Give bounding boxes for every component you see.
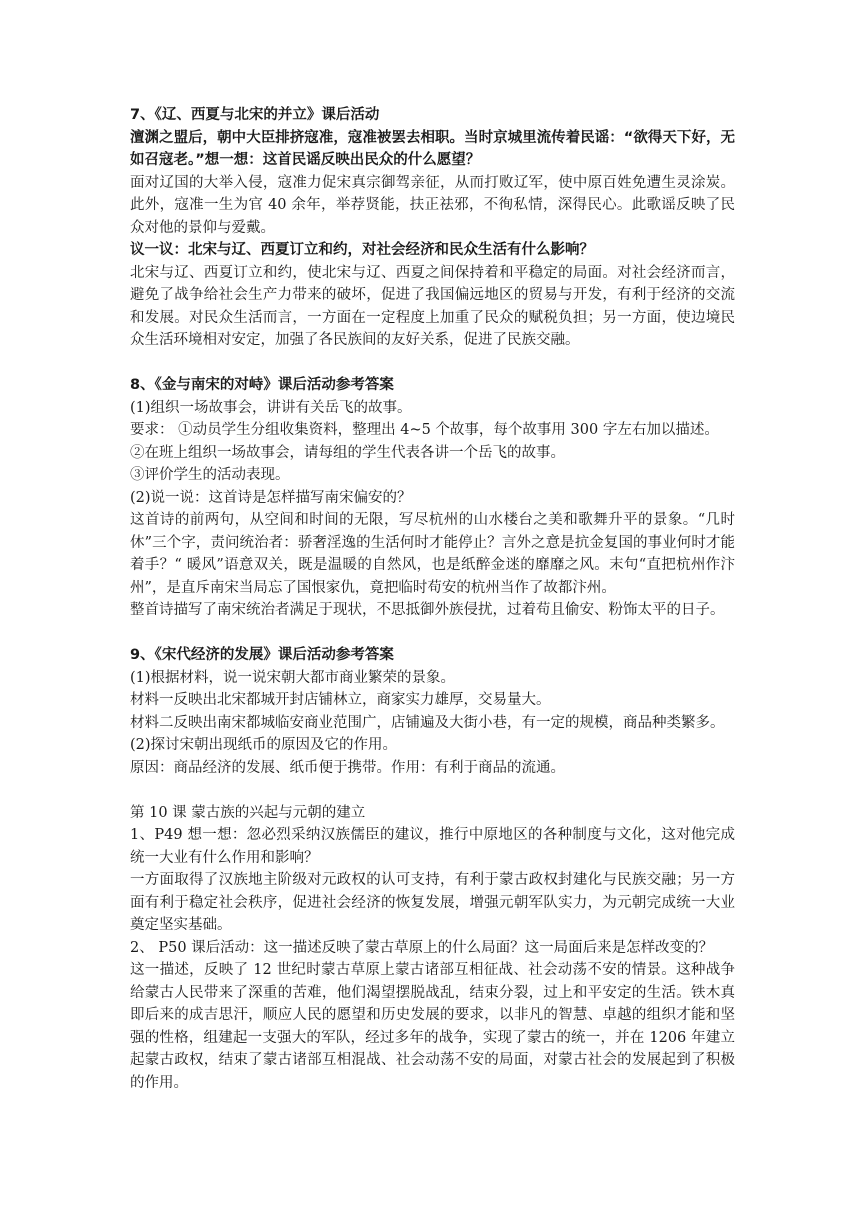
section-8-line-4: ③评价学生的活动表现。 (130, 467, 290, 483)
section-10-question-1: 1、P49 想一想：忽必烈采纳汉族儒臣的建议，推行中原地区的各种制度与文化，这对他完成统一大业有什么作用和影响？ (130, 827, 735, 866)
section-9-line-2: 材料一反映出北宋都城开封店铺林立，商家实力雄厚，交易量大。 (130, 692, 551, 708)
document-page (130, 104, 735, 1094)
section-10-title: 第 10 课 蒙古族的兴起与元朝的建立 (130, 804, 366, 821)
section-9-line-4: (2)探讨宋朝出现纸币的原因及它的作用。 (130, 737, 398, 753)
section-8-paragraph-2: 整首诗描写了南宋统治者满足于现状，不思抵御外族侵扰，过着苟且偷安、粉饰太平的日子。 (130, 602, 725, 618)
section-7-title: 7、《辽、西夏与北宋的并立》课后活动 (130, 107, 380, 123)
section-9-line-3: 材料二反映出南宋都城临安商业范围广，店铺遍及大街小巷，有一定的规模，商品种类繁多。 (130, 714, 725, 731)
section-8-line-2: 要求： ①动员学生分组收集资料，整理出 4~5 个故事，每个故事用 300 字左右加以描述。 (130, 422, 719, 438)
section-7-answer-1: 面对辽国的大举入侵，寇准力促宋真宗御驾亲征，从而打败辽军，使中原百姓免遭生灵涂炭。此外，寇准一生为官 40 余年，举荐贤能，扶正祛邪，不徇私情，深得民心。此歌谣反映了民众对他的景仰与爱戴。 (130, 174, 735, 236)
section-10-answer-1: 一方面取得了汉族地主阶级对元政权的认可支持，有利于蒙古政权封建化与民族交融；另一方面有利于稳定社会秩序，促进社会经济的恢复发展，增强元朝军队实力，为元朝完成统一大业奠定坚实基础。 (130, 872, 735, 933)
section-10-answer-2: 这一描述，反映了 12 世纪时蒙古草原上蒙古诸部互相征战、社会动荡不安的情景。这种战争给蒙古人民带来了深重的苦难，他们渴望摆脱战乱，结束分裂，过上和平安定的生活。铁木真即后来的成吉思汗，顺应人民的愿望和历史发展的要求，以非凡的智慧、卓越的组织才能和坚强的性格，组建起一支强大的军队，经过多年的战争，实现了蒙古的统一，并在 1206 年建立起蒙古政权，结束了蒙古诸部互相混战、社会动荡不安的局面，对蒙古社会的发展起到了积极的作用。 (130, 962, 735, 1091)
section-9-title: 9、《宋代经济的发展》课后活动参考答案 (130, 647, 394, 663)
section-8-line-1: (1)组织一场故事会，讲讲有关岳飞的故事。 (130, 399, 412, 416)
section-8-title: 8、《金与南宋的对峙》课后活动参考答案 (130, 377, 394, 393)
section-8-line-3: ②在班上组织一场故事会，请每组的学生代表各讲一个岳飞的故事。 (130, 444, 565, 461)
spacer (130, 622, 735, 645)
spacer (130, 779, 735, 802)
section-7-answer-2: 北宋与辽、西夏订立和约，使北宋与辽、西夏之间保持着和平稳定的局面。对社会经济而言，避免了战争给社会生产力带来的破坏，促进了我国偏远地区的贸易与开发，有利于经济的交流和发展。对民众生活而言，一方面在一定程度上加重了民众的赋税负担；另一方面，使边境民众生活环境相对安定，加强了各民族间的友好关系，促进了民族交融。 (130, 264, 735, 348)
section-8-line-5: (2)说一说：这首诗是怎样描写南宋偏安的？ (130, 489, 412, 506)
section-7-question-2: 议一议：北宋与辽、西夏订立和约，对社会经济和民众生活有什么影响？ (130, 242, 594, 258)
section-9-line-5: 原因：商品经济的发展、纸币便于携带。作用：有利于商品的流通。 (130, 759, 565, 776)
spacer (130, 352, 735, 375)
section-7-question-1: 澶渊之盟后，朝中大臣排挤寇准，寇准被罢去相职。当时京城里流传着民谣：“欲得天下好，无如召寇老。”想一想：这首民谣反映出民众的什么愿望？ (130, 129, 735, 168)
section-8-paragraph-1: 这首诗的前两句，从空间和时间的无限，写尽杭州的山水楼台之美和歌舞升平的景象。“几时休”三个字，责问统治者：骄奢淫逸的生活何时才能停止？言外之意是抗金复国的事业何时才能着手？“ 暖风”语意双关，既是温暖的自然风，也是纸醉金迷的靡靡之风。末句“直把杭州作汴州”，是直斥南宋当局忘了国恨家仇，竟把临时苟安的杭州当作了故都汴州。 (130, 512, 735, 596)
section-10-question-2: 2、 P50 课后活动：这一描述反映了蒙古草原上的什么局面？这一局面后来是怎样改变的？ (130, 939, 714, 956)
section-9-line-1: (1)根据材料，说一说宋朝大都市商业繁荣的景象。 (130, 669, 456, 686)
